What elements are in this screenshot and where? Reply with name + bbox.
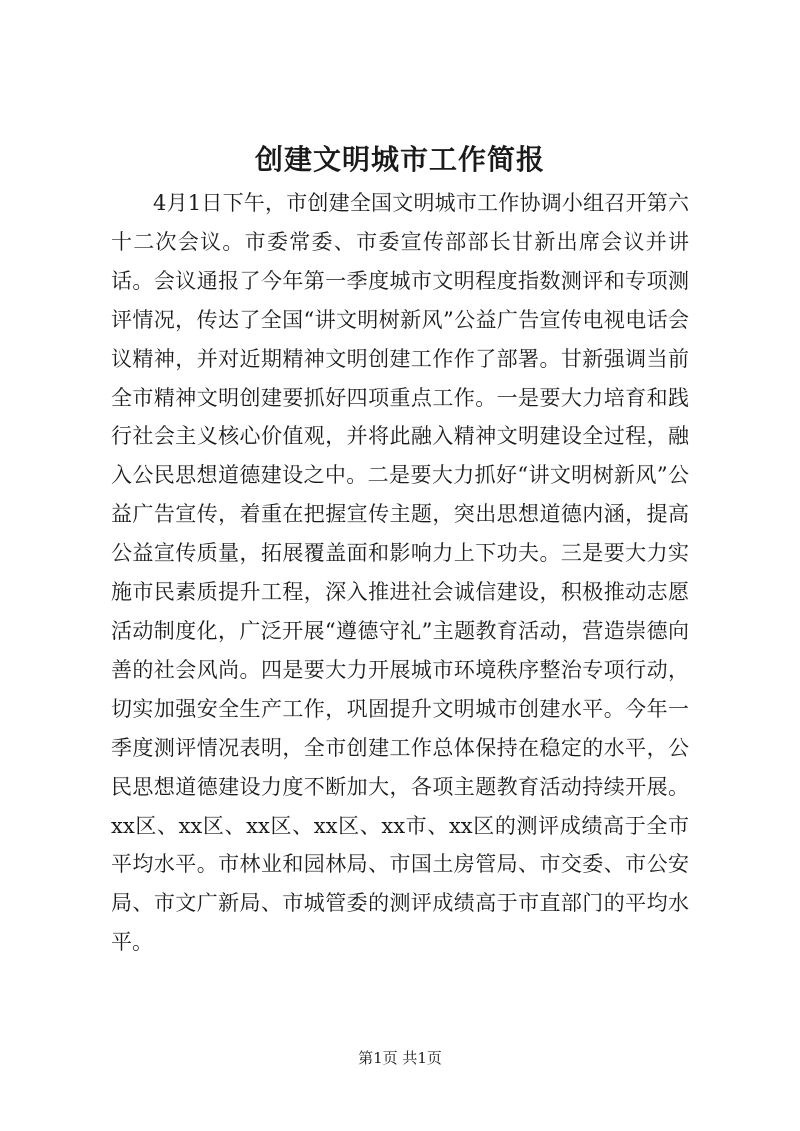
- document-body-paragraph: 4月1日下午，市创建全国文明城市工作协调小组召开第六十二次会议。市委常委、市委宣传部部长甘新出席会议并讲话。会议通报了今年第一季度城市文明程度指数测评和专项测评情况，传达了全国“讲文明树新风”公益广告宣传电视电话会议精神，并对近期精神文明创建工作作了部署。甘新强调当前全市精神文明创建要抓好四项重点工作。一是要大力培育和践行社会主义核心价值观，并将此融入精神文明建设全过程，融入公民思想道德建设之中。二是要大力抓好“讲文明树新风”公益广告宣传，着重在把握宣传主题，突出思想道德内涵，提高公益宣传质量，拓展覆盖面和影响力上下功夫。三是要大力实施市民素质提升工程，深入推进社会诚信建设，积极推动志愿活动制度化，广泛开展“遵德守礼”主题教育活动，营造崇德向善的社会风尚。四是要大力开展城市环境秩序整治专项行动，切实加强安全生产工作，巩固提升文明城市创建水平。今年一季度测评情况表明，全市创建工作总体保持在稳定的水平，公民思想道德建设力度不断加大，各项主题教育活动持续开展。xx区、xx区、xx区、xx区、xx市、xx区的测评成绩高于全市平均水平。市林业和园林局、市国土房管局、市交委、市公安局、市文广新局、市城管委的测评成绩高于市直部门的平均水平。: [111, 191, 689, 955]
- page-footer: 第1页 共1页: [358, 1049, 442, 1067]
- document-title: 创建文明城市工作简报: [254, 143, 545, 176]
